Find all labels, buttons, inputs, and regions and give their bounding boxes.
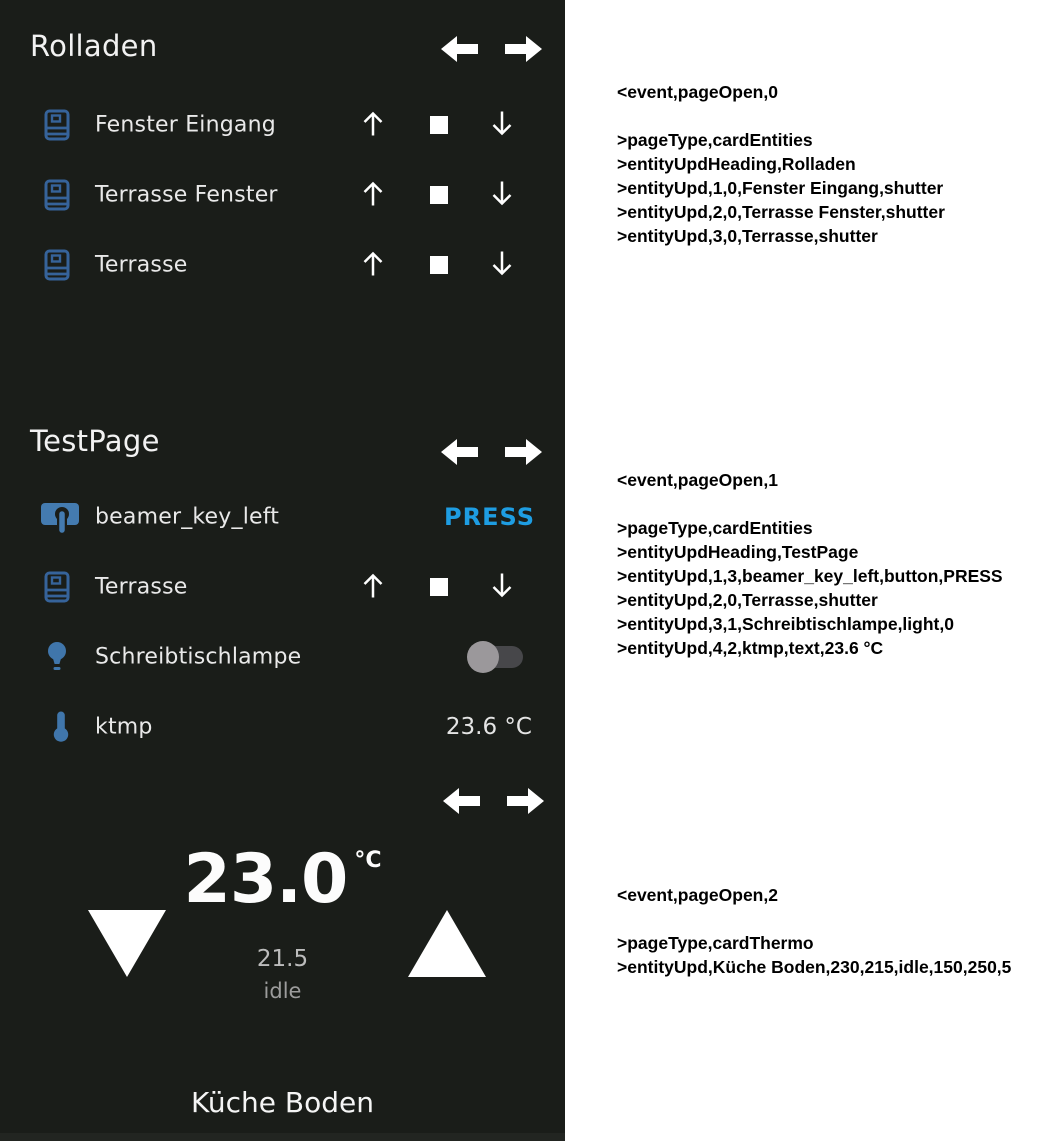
nav-prev-button[interactable] (440, 438, 478, 466)
shutter-stop-button[interactable] (430, 116, 448, 134)
arrow-right-icon (505, 35, 543, 63)
arrow-down-icon (490, 180, 514, 208)
protocol-line: >entityUpd,1,3,beamer_key_left,button,PRESS (617, 566, 1003, 586)
protocol-line: >entityUpd,2,0,Terrasse Fenster,shutter (617, 202, 945, 222)
arrow-up-icon (361, 180, 385, 208)
protocol-line: >pageType,cardEntities (617, 130, 813, 150)
press-button[interactable]: PRESS (444, 503, 535, 531)
arrow-up-icon (361, 250, 385, 278)
hvac-state: idle (263, 979, 302, 1003)
light-toggle-off[interactable] (470, 646, 523, 668)
sensor-value: 23.6 °C (445, 714, 532, 740)
toggle-knob (467, 641, 499, 673)
entity-row (0, 552, 565, 622)
protocol-line: >entityUpd,Küche Boden,230,215,idle,150,250,5 (617, 957, 1012, 977)
nav-prev-button[interactable] (440, 35, 478, 63)
entity-row (0, 230, 565, 300)
shutter-stop-button[interactable] (430, 578, 448, 596)
protocol-line: >entityUpd,2,0,Terrasse,shutter (617, 590, 878, 610)
card-testpage (0, 420, 565, 765)
protocol-line: >entityUpd,3,0,Terrasse,shutter (617, 226, 878, 246)
entity-label: Terrasse (95, 574, 188, 600)
shutter-up-button[interactable] (361, 572, 385, 603)
entity-list (0, 90, 565, 300)
shutter-down-button[interactable] (490, 250, 514, 281)
entity-row (0, 160, 565, 230)
stop-icon (430, 578, 448, 596)
event-line: <event,pageOpen,0 (617, 82, 778, 102)
shutter-up-button[interactable] (361, 250, 385, 281)
arrow-right-icon (505, 438, 543, 466)
arrow-up-icon (361, 572, 385, 600)
light-bulb-icon (44, 640, 70, 674)
arrow-right-icon (507, 787, 545, 815)
nav-next-button[interactable] (507, 787, 545, 815)
shutter-down-button[interactable] (490, 110, 514, 141)
shutter-stop-button[interactable] (430, 186, 448, 204)
nav-next-button[interactable] (505, 35, 543, 63)
shutter-controls (0, 160, 565, 230)
arrow-down-icon (490, 572, 514, 600)
entity-label: ktmp (95, 714, 153, 740)
protocol-block-0 (617, 80, 945, 248)
entity-label: beamer_key_left (95, 504, 280, 530)
entity-label: Terrasse Fenster (95, 182, 278, 208)
setpoint-value: 21.5 (256, 946, 309, 972)
shutter-down-button[interactable] (490, 572, 514, 603)
current-temperature (0, 840, 565, 919)
arrow-up-icon (361, 110, 385, 138)
protocol-line: >entityUpdHeading,Rolladen (617, 154, 856, 174)
event-line: <event,pageOpen,2 (617, 885, 778, 905)
shutter-up-button[interactable] (361, 110, 385, 141)
shutter-stop-button[interactable] (430, 256, 448, 274)
stop-icon (430, 256, 448, 274)
entity-label: Fenster Eingang (95, 112, 276, 138)
nav-next-button[interactable] (505, 438, 543, 466)
touch-button-icon (40, 499, 80, 535)
arrow-down-icon (490, 110, 514, 138)
shutter-up-button[interactable] (361, 180, 385, 211)
shutter-controls (0, 90, 565, 160)
protocol-block-2 (617, 883, 1011, 979)
entity-row (0, 692, 565, 762)
entity-label: Schreibtischlampe (95, 644, 302, 670)
shutter-controls (0, 552, 565, 622)
card-rolladen (0, 0, 565, 380)
temp-increase-button[interactable] (408, 910, 486, 977)
page-title: Rolladen (30, 29, 158, 63)
entity-row (0, 90, 565, 160)
entity-list (0, 482, 565, 762)
temperature-value: 23.0 (183, 840, 348, 919)
stop-icon (430, 186, 448, 204)
arrow-left-icon (442, 787, 480, 815)
protocol-line: >entityUpdHeading,TestPage (617, 542, 859, 562)
entity-label: Terrasse (95, 252, 188, 278)
shutter-controls (0, 230, 565, 300)
protocol-line: >pageType,cardEntities (617, 518, 813, 538)
temperature-unit: °C (354, 848, 382, 873)
entity-row (0, 482, 565, 552)
entity-row (0, 622, 565, 692)
protocol-block-1 (617, 468, 1003, 660)
protocol-line: >pageType,cardThermo (617, 933, 814, 953)
shutter-down-button[interactable] (490, 180, 514, 211)
arrow-left-icon (440, 438, 478, 466)
protocol-line: >entityUpd,1,0,Fenster Eingang,shutter (617, 178, 944, 198)
event-line: <event,pageOpen,1 (617, 470, 778, 490)
page-title: TestPage (30, 424, 160, 458)
arrow-down-icon (490, 250, 514, 278)
thermostat-title: Küche Boden (190, 1086, 375, 1119)
stop-icon (430, 116, 448, 134)
protocol-line: >entityUpd,4,2,ktmp,text,23.6 °C (617, 638, 884, 658)
protocol-line: >entityUpd,3,1,Schreibtischlampe,light,0 (617, 614, 954, 634)
temp-decrease-button[interactable] (88, 910, 166, 977)
arrow-left-icon (440, 35, 478, 63)
nav-prev-button[interactable] (442, 787, 480, 815)
thermometer-icon (52, 710, 70, 744)
